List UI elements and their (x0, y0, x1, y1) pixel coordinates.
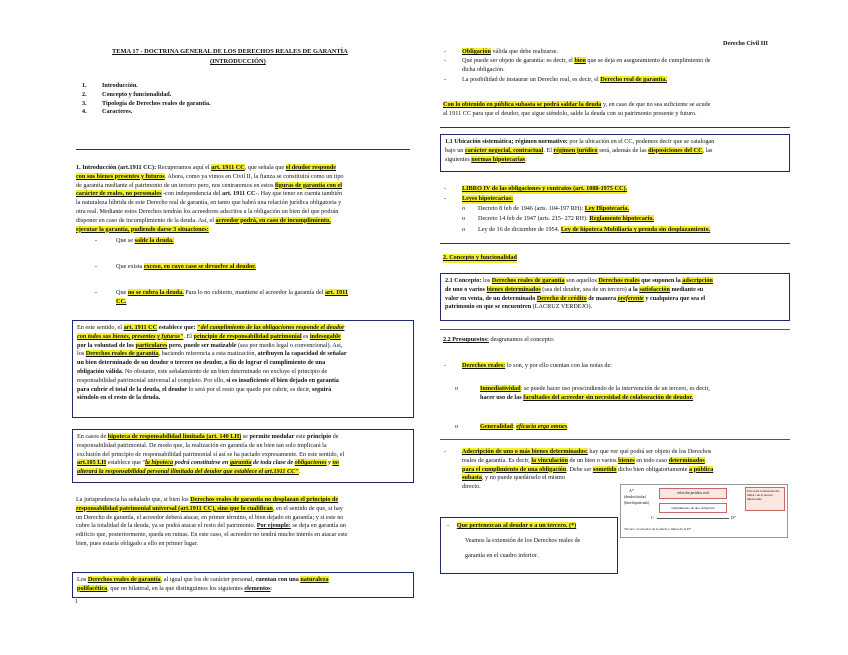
toc-item: 2. Concepto y funcionalidad. (82, 90, 172, 98)
box-line: responsabilidad patrimonial. De modo que, la realización en garantía de un bien tan solo implicará la (77, 441, 327, 449)
presupuesto-bullet: - (444, 362, 447, 369)
box-line: valor en venta, de un determinado Derecho de crédito de manera preferente y cualquiera que sea el (445, 294, 706, 302)
ley-item: Decreto 14 feb de 1947 (arts. 215- 272 RH): Reglamento hipotecario. (478, 215, 654, 222)
box-line: polifacética, que no bilateral, en la que distinguimos los siguientes elementos: (77, 584, 273, 592)
tercero-line: - Que pertenezcan al deudor o a un tercero. (*) (447, 522, 577, 529)
concepto-box (440, 273, 790, 321)
diagram-label-c: C (651, 515, 654, 520)
box-line: siéndolo en el resto de la deuda. (77, 394, 161, 402)
toc-item: 1. Introducción. (82, 82, 138, 89)
ley-bullet: o (462, 215, 466, 222)
box-line: bajo un carácter negocial, contractual. El régimen jurídico será, además de las disposiciones del CC, las (445, 146, 713, 154)
box-line: 1.1 Ubicación sistemática; régimen normativo: por la ubicación en el CC, podemos decir que se catalogan (445, 138, 715, 145)
case-bullet: - (95, 237, 98, 244)
running-title: Derecho Civil III (723, 40, 768, 47)
document-subtitle: (INTRODUCCIÓN) (210, 58, 266, 65)
jurisprudencia-paragraph (76, 496, 410, 549)
text-line: bien, pues estaría obligado a ello en primer lugar. (76, 539, 198, 547)
case-item: Que exista exceso, en cuyo caso se devuelve al deudor. (116, 263, 256, 270)
extension-diagram (620, 484, 788, 538)
ley-item: Decreto 8 feb de 1946 (arts. 104-197 RH): Ley Hipotecaria. (478, 205, 630, 212)
intro-line: la naturaleza híbrida de este Derecho real de garantía, en tanto que habrá una relación jurídica obligatoria y (76, 199, 342, 207)
ley-item: Ley de 16 de diciembre de 1954. Ley de hipoteca Mobiliaria y prenda sin desplazamiento. (478, 226, 711, 233)
responsabilidad-box (72, 320, 414, 418)
box-line: con todos sus bienes, presentes y futuros". El principio de responsabilidad patrimonial es indesogable (77, 332, 341, 340)
box-line: siguientes normas hipotecarias: (445, 155, 527, 163)
box-line: 2.1 Concepto: los Derechos reales de garantía son aquellos Derechos reales que suponen la adscripción (445, 277, 713, 284)
text-line: un Derecho de garantía, el acreedor deberá atacar, en primer término, el bien dejado en garantía; y si este no (76, 513, 344, 521)
diagram-caption: Tercero: el acreedor de la deuda y titular de la D* (624, 527, 692, 531)
section-divider (440, 329, 790, 330)
norma-item: Leyes hipotecarias: (462, 195, 514, 202)
intro-line: disponer en caso de incumplimiento de la deuda. Así, el acreedor podrá, en caso de incumplimiento, (76, 216, 331, 224)
presupuesto-bullet: - (444, 448, 447, 455)
text-line: cubre la totalidad de la deuda, ya se podrá atacar el resto del patrimonio. Por ejemplo: se deja en garantía un (76, 522, 346, 530)
box-line: obligación válida. No obstante, este señalamiento de un bien determinado no excluye el principio de (77, 367, 328, 375)
toc-item: 3. Tipología de Derechos reales de garantía. (82, 99, 211, 107)
box-line: Los Derechos reales de garantía, al igual que los de carácter personal, cuentan con una naturaleza (77, 576, 329, 583)
section-divider (440, 243, 790, 244)
norma-bullet: - (444, 195, 447, 202)
text-line: responsabilidad patrimonial universal (art.1911 CC), sino que lo cualifican, en el sentido de que, si hay (76, 504, 343, 512)
ley-bullet: o (462, 226, 466, 233)
text-line: Con lo obtenido en pública subasta se podrá saldar la deuda y, en caso de que no sea suficiente se acude (443, 101, 711, 108)
element-item: Obligación válida que debe realizarse. (462, 48, 559, 55)
ubicacion-box (440, 134, 790, 172)
element-bullet: - (444, 76, 447, 83)
toc-divider (76, 149, 410, 150)
tercero-line: garantía en el cuadro inferior. (465, 551, 539, 559)
section-divider (440, 439, 790, 440)
section-title: 2. Concepto y funcionalidad (443, 254, 517, 261)
intro-line: otra real. Mediante estos Derechos tendrán los acreedores adscritos a la obligación un bien del que podrán (76, 207, 339, 215)
text-line: al 1911 CC para que el deudor, que sigue siéndolo, salde la deuda con su patrimonio presente y futuro. (443, 109, 697, 117)
case-item: Que no se cubra la deuda. Para lo no cubierto, mantiene el acreedor la garantía del art. 1911 CC. (116, 289, 348, 305)
intro-line: ejecutar la garantía, pudiendo darse 3 situaciones: (76, 225, 209, 233)
box-line: para cubrir el total de la deuda, el deudor lo será por el resto que quede por cubrir, es decir, seguirá (77, 385, 332, 393)
intro-line: 1. Introducción (art.1911 CC): Recuperamos aquí el art. 1911 CC, que señala que el deudor responde (76, 164, 337, 171)
diagram-obligation-box: cumplimiento de una obligación (659, 503, 727, 513)
toc-item: 4. Caracteres. (82, 108, 133, 116)
box-line: En casos de hipoteca de responsabilidad limitada (art. 140 LH) se permite modular este principio de (77, 433, 339, 440)
diagram-label-d: D* (731, 515, 736, 520)
element-bullet: - (444, 48, 447, 55)
case-bullet: - (95, 289, 98, 296)
box-line: alterará la responsabilidad personal ilimitada del deudor que establece el art.1911 CC". (77, 468, 301, 476)
box-line: patrimonio en que se encuentren (LACRUZ VERDEJO). (445, 303, 593, 311)
case-item: Que se salde la deuda. (116, 237, 174, 244)
box-line: responsabilidad patrimonial universal al completo. Por ello, si es insuficiente el bien dejado en garantía (77, 376, 339, 384)
ley-bullet: o (462, 205, 466, 212)
nota-bullet: o (455, 385, 459, 392)
diagram-label-bien: (bien hipotecado) (624, 501, 650, 505)
text-line: edificio que, posteriormente, queda en ruinas. En este caso, el acreedor no tendrá mucho interés en atacar este (76, 531, 348, 539)
diagram-label-deudor: (deudor/titular) (624, 495, 646, 499)
box-line: de uno o varios bienes determinados (sea del deudor, sea de un tercero) a la satisfacción mediante su (445, 285, 704, 293)
intro-line: con sus bienes presentes y futuros. Ahora, como ya vimos en Civil II, la fianza se constituirá como un tipo (76, 172, 344, 180)
diagram-relation-box: relación jurídica real (659, 488, 727, 499)
box-line: art.105 LH establece que "la hipoteca podrá constituirse en garantía de toda clase de obligaciones y no (77, 459, 339, 467)
intro-paragraph (76, 164, 410, 234)
box-line: los Derechos reales de garantía, haciendo referencia a esta matización, atribuyen la capacidad de señalar (77, 350, 347, 358)
tercero-line: Veamos la extensión de los Derechos reales de (465, 536, 581, 544)
norma-bullet: - (444, 185, 447, 192)
hipoteca-box (72, 429, 414, 483)
nota-item: Generalidad: eficacia erga omnes. (480, 423, 569, 430)
presupuesto-item: Derechos reales: lo son, y por ello cuentan con las notas de: (462, 362, 612, 369)
subasta-paragraph (443, 101, 788, 119)
element-item: Qué puede ser objeto de garantía: es decir, el bien que se deja en aseguramiento de cumplimiento de dicha obligación. (462, 57, 711, 73)
presupuesto-item: Adscripción de uno o más bienes determinados: hay que ver qué podrá ser objeto de los Derechos reales de garantía. Es decir, la vinculación de un bien o varios bienes en todo caso determinados para el cumplimiento de una obligación. Debe ser sometido dicho bien obligatoriamente a pública subasta, y no puede quedárselo el mismo directo. (462, 448, 714, 491)
intro-line: carácter de reales, no personales -con independencia del art. 1911 CC-. Hay que tener en cuenta también (76, 190, 342, 198)
elementos-box (72, 572, 414, 598)
box-line: En este sentido, el art. 1911 CC establece que: "del cumplimiento de las obligaciones responde el deudor (77, 324, 345, 331)
element-bullet: - (444, 57, 447, 64)
text-line: La jurisprudencia ha señalado que, si bien los Derechos reales de garantía no desplazan el principio de (76, 496, 339, 503)
nota-item: Inmediatividad: se puede hacer uso prescindiendo de la intervención de un tercero, es decir, hacer uso de las facultades del acreedor sin necesidad de colaboración de deudor. (480, 385, 710, 401)
diagram-side-note: Este sería la situación del titular con el tercero hipotecante (745, 487, 785, 511)
tercero-box (440, 517, 618, 574)
diagram-label-a: A* (629, 488, 634, 493)
intro-line: de garantía mediante el patrimonio de un tercero pero, nos centraremos en estos figuras de garantía con el (76, 181, 342, 189)
box-line: exclusión del principio de responsabilidad patrimonial sí así se ha pactado expresamente. En este sentido, el (77, 450, 345, 458)
box-line: un bien determinado de un deudor o tercero no deudor, a fin de lograr el cumplimiento de una (77, 359, 326, 367)
section-divider (440, 127, 790, 128)
document-title: TEMA 17 - DOCTRINA GENERAL DE LOS DERECHOS REALES DE GARANTÍA (112, 48, 348, 55)
diagram-arrow (657, 518, 729, 519)
norma-item: LIBRO IV de las obligaciones y contratos (art. 1088-1975 CC). (462, 185, 628, 192)
element-item: La posibilidad de instaurar un Derecho real, es decir, el Derecho real de garantía. (462, 76, 668, 83)
page-number: 1 (75, 598, 79, 605)
table-of-contents (82, 82, 211, 117)
case-bullet: - (95, 263, 98, 270)
presupuestos-title: 2.2 Presupuestos: desgranamos el concepto: (443, 336, 555, 343)
nota-bullet: o (455, 423, 459, 430)
box-line: por la voluntad de los particulares pero, puede ser matizable (sea por medio legal o convencional). Así, (77, 341, 343, 349)
